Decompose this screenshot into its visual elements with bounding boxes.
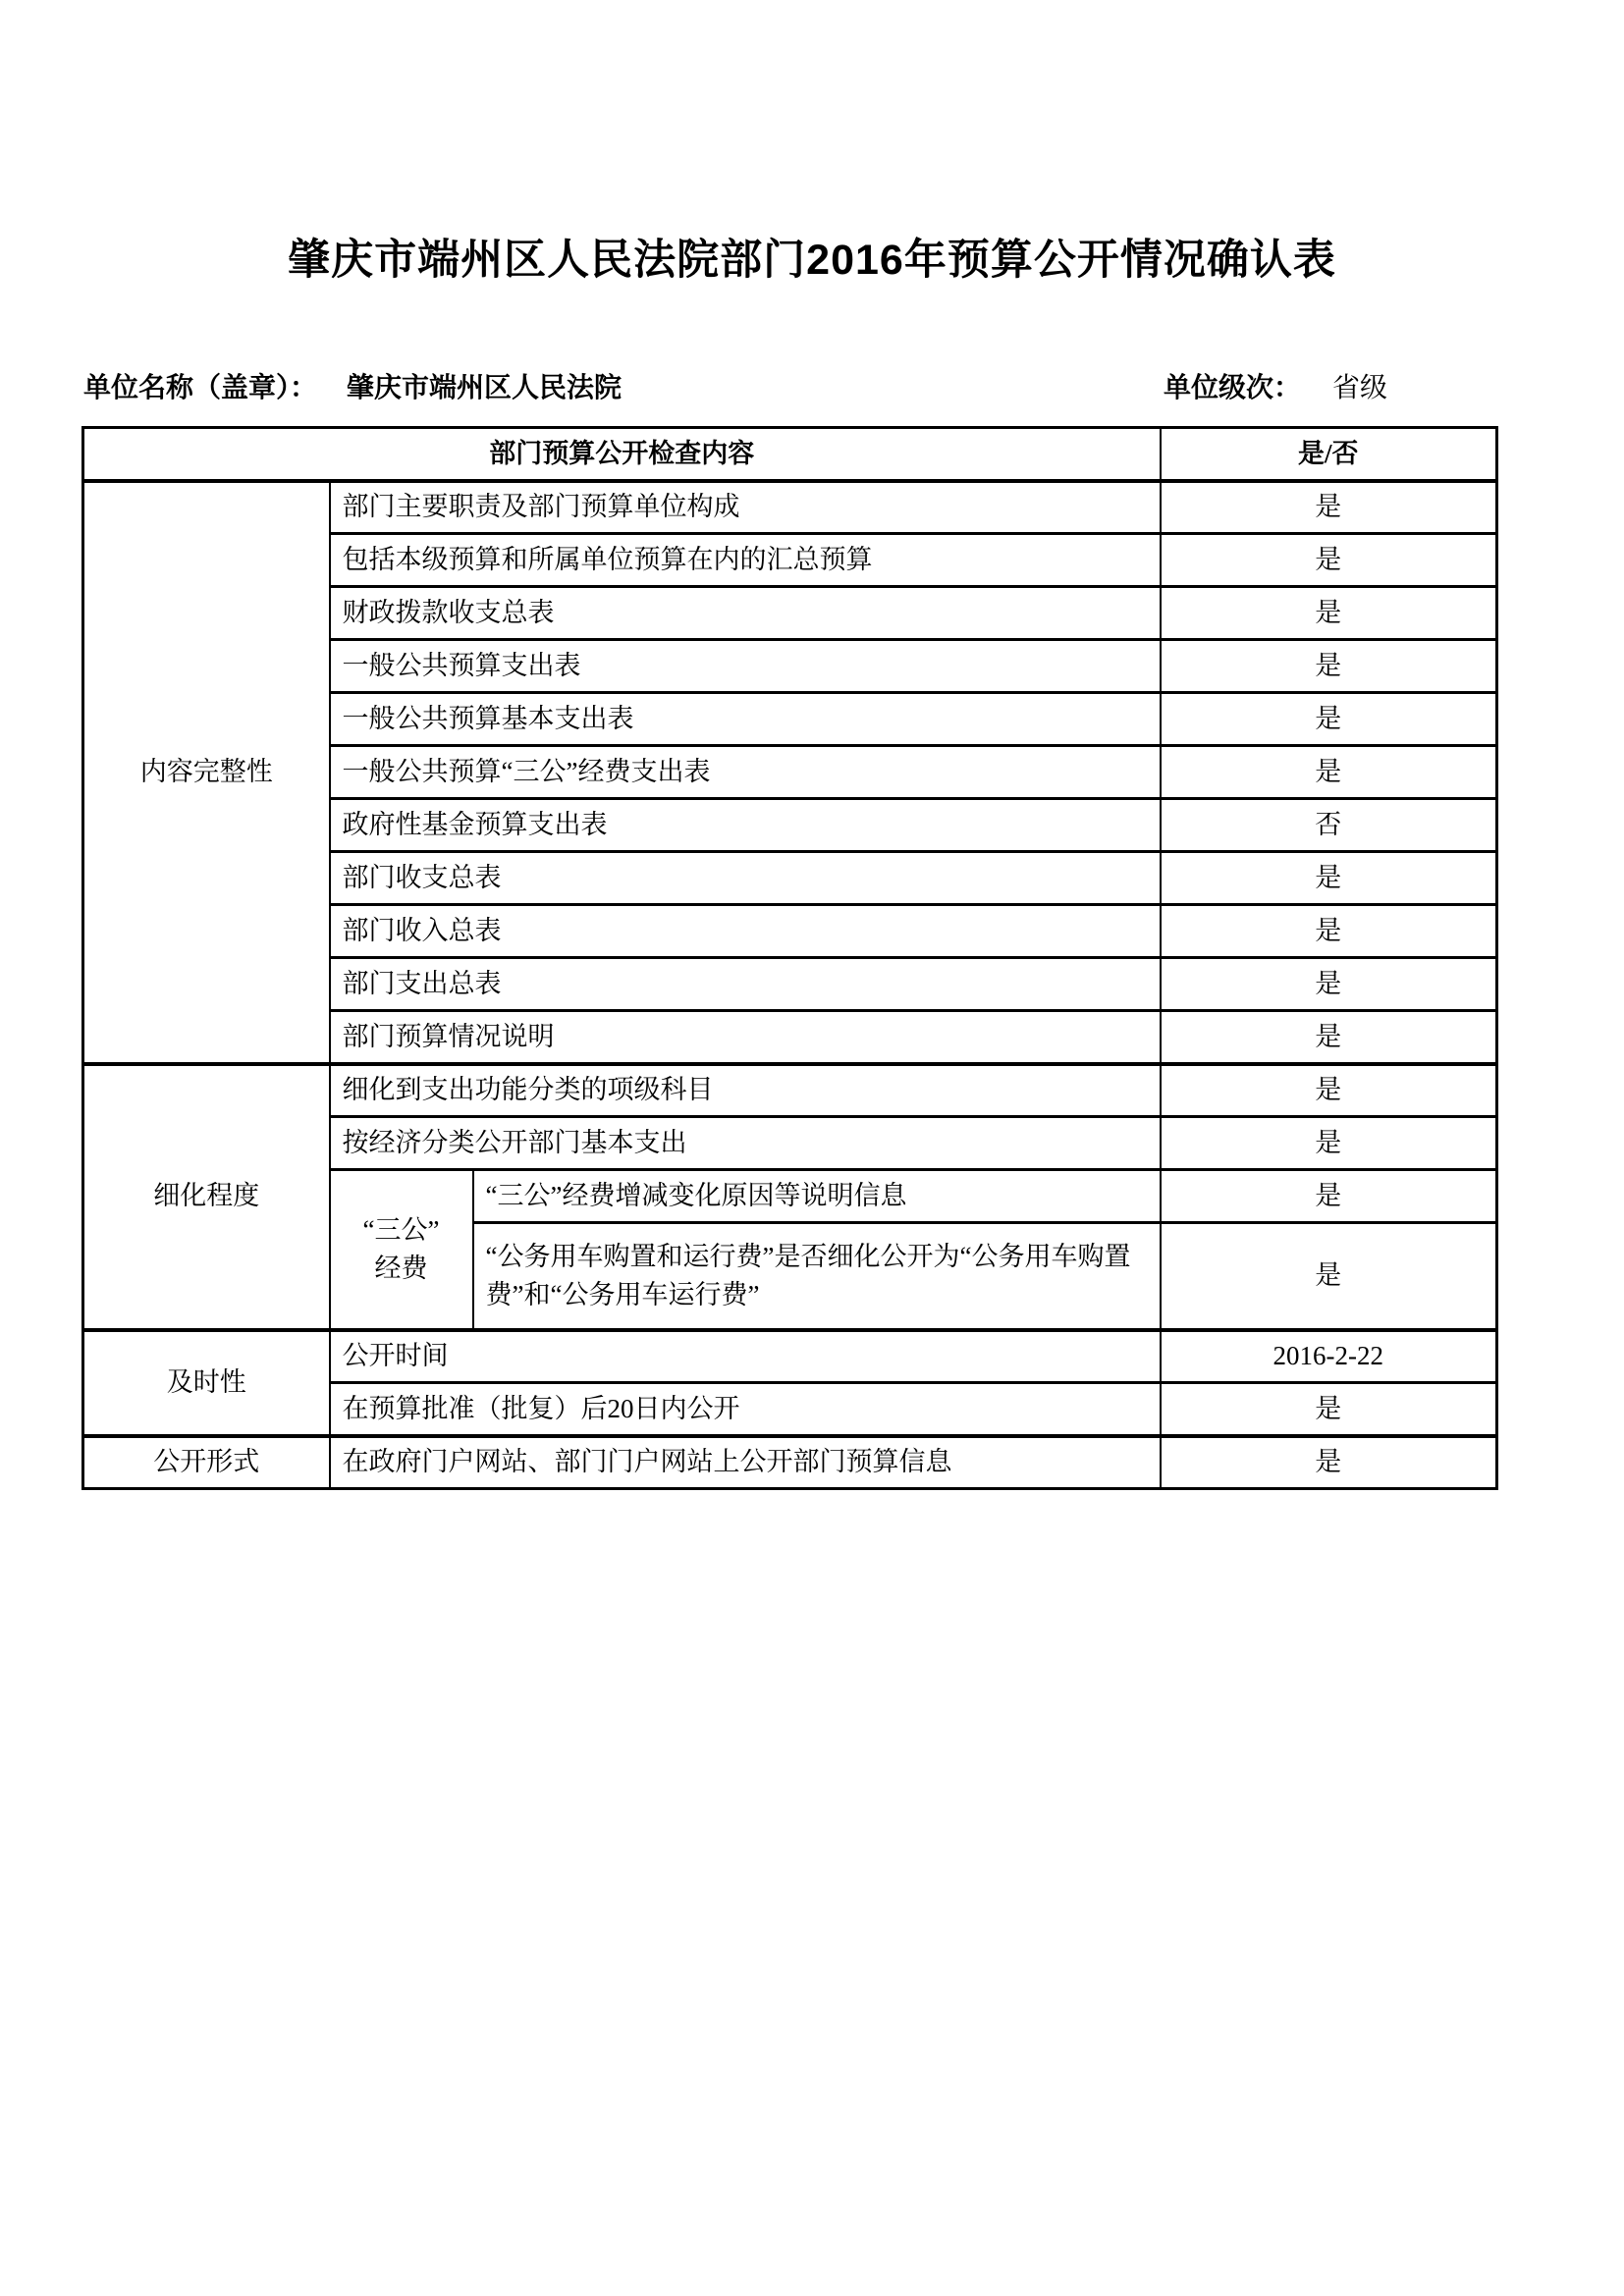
item-cell: 公开时间: [330, 1330, 1161, 1383]
item-cell: “公务用车购置和运行费”是否细化公开为“公务用车购置费”和“公务用车运行费”: [473, 1223, 1161, 1330]
item-cell: 包括本级预算和所属单位预算在内的汇总预算: [330, 534, 1161, 587]
item-cell: 一般公共预算“三公”经费支出表: [330, 746, 1161, 799]
unit-name-label: 单位名称（盖章）：: [83, 373, 318, 403]
value-cell: 是: [1161, 481, 1497, 534]
subsection-label-line2: 经费: [374, 1253, 428, 1283]
item-cell: 部门主要职责及部门预算单位构成: [330, 481, 1161, 534]
value-cell: 是: [1161, 693, 1497, 746]
unit-level-value: 省级: [1332, 373, 1388, 403]
section-label-detail-level: 细化程度: [83, 1064, 330, 1330]
table-row: [83, 1330, 1497, 1383]
item-cell: 部门预算情况说明: [330, 1011, 1161, 1064]
value-cell: 是: [1161, 958, 1497, 1011]
unit-level-label: 单位级次：: [1164, 373, 1302, 403]
item-cell: “三公”经费增减变化原因等说明信息: [473, 1170, 1161, 1223]
item-cell: 细化到支出功能分类的项级科目: [330, 1064, 1161, 1117]
value-cell: 2016-2-22: [1161, 1330, 1497, 1383]
value-cell: 否: [1161, 799, 1497, 852]
value-cell: 是: [1161, 1064, 1497, 1117]
item-cell: 财政拨款收支总表: [330, 587, 1161, 640]
table-row: [83, 1064, 1497, 1117]
section-label-timeliness: 及时性: [83, 1330, 330, 1436]
value-cell: 是: [1161, 905, 1497, 958]
unit-info-line: [83, 371, 1542, 406]
unit-level-block: [1164, 371, 1387, 406]
table-header-row: [83, 428, 1497, 481]
section-label-completeness: 内容完整性: [83, 481, 330, 1064]
value-cell: 是: [1161, 1436, 1497, 1489]
table-row: [83, 1436, 1497, 1489]
item-cell: 政府性基金预算支出表: [330, 799, 1161, 852]
subsection-label-three-public-funds: [330, 1170, 473, 1330]
section-label-disclosure-form: 公开形式: [83, 1436, 330, 1489]
value-cell: 是: [1161, 640, 1497, 693]
budget-disclosure-table: [81, 426, 1498, 1490]
value-cell: 是: [1161, 1223, 1497, 1330]
subsection-label-line1: “三公”: [362, 1214, 440, 1245]
item-cell: 部门收入总表: [330, 905, 1161, 958]
item-cell: 在预算批准（批复）后20日内公开: [330, 1383, 1161, 1436]
header-yes-no: 是/否: [1161, 428, 1497, 481]
value-cell: 是: [1161, 852, 1497, 905]
item-cell: 在政府门户网站、部门门户网站上公开部门预算信息: [330, 1436, 1161, 1489]
item-cell: 按经济分类公开部门基本支出: [330, 1117, 1161, 1170]
value-cell: 是: [1161, 1383, 1497, 1436]
item-cell: 部门收支总表: [330, 852, 1161, 905]
value-cell: 是: [1161, 1117, 1497, 1170]
item-cell: 部门支出总表: [330, 958, 1161, 1011]
header-check-content: 部门预算公开检查内容: [83, 428, 1161, 481]
value-cell: 是: [1161, 534, 1497, 587]
table-row: [83, 481, 1497, 534]
unit-name-value: 肇庆市端州区人民法院: [347, 373, 623, 403]
value-cell: 是: [1161, 1011, 1497, 1064]
value-cell: 是: [1161, 746, 1497, 799]
value-cell: 是: [1161, 587, 1497, 640]
item-cell: 一般公共预算基本支出表: [330, 693, 1161, 746]
value-cell: 是: [1161, 1170, 1497, 1223]
page-title: 肇庆市端州区人民法院部门2016年预算公开情况确认表: [288, 237, 1336, 284]
item-cell: 一般公共预算支出表: [330, 640, 1161, 693]
